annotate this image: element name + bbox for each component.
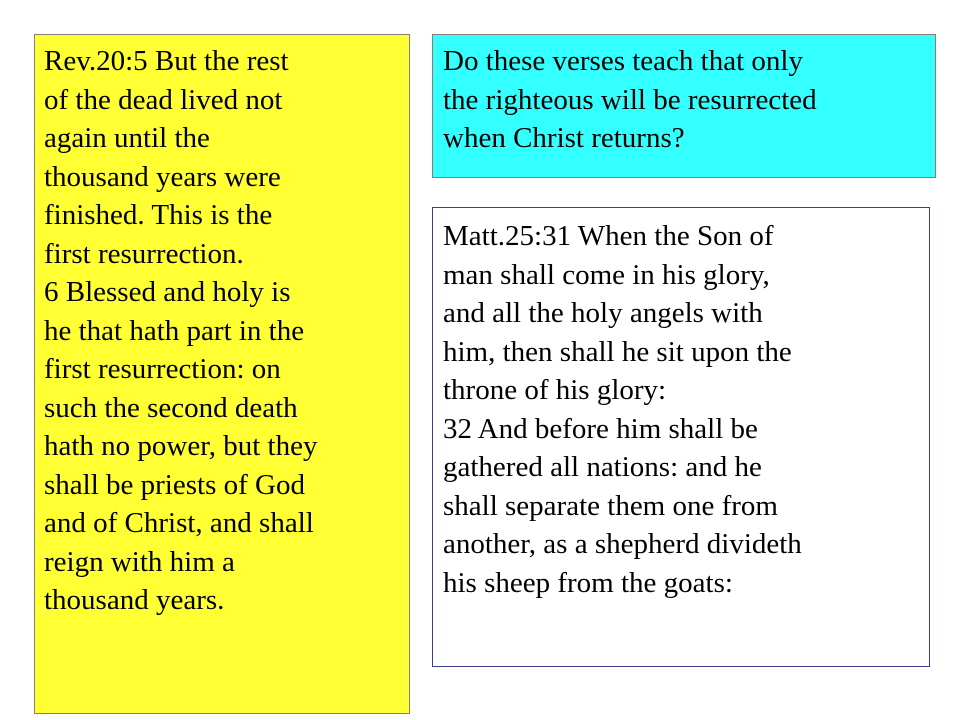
matt-25-passage-panel bbox=[432, 207, 930, 667]
matt-25-32-verse: 32 And before him shall be gathered all nations: and he shall separate them one from another, as a shepherd divideth his sheep from the goats: bbox=[443, 412, 802, 599]
rev-20-passage-panel bbox=[34, 34, 410, 714]
question-panel bbox=[432, 34, 936, 178]
matt-25-31-verse: Matt.25:31 When the Son of man shall come in his glory, and all the holy angels with him, then shall he sit upon the throne of his glory: bbox=[443, 220, 792, 406]
question-text: Do these verses teach that only the righteous will be resurrected when Christ returns? bbox=[443, 45, 817, 154]
rev-20-5-verse: Rev.20:5 But the rest of the dead lived not again until the thousand years were finished. This is the first resurrection. bbox=[44, 45, 289, 270]
rev-20-6-verse: 6 Blessed and holy is he that hath part in the first resurrection: on such the second death hath no power, but they shall be priests of God and of Christ, and shall reign with him a thousand years. bbox=[44, 276, 318, 616]
